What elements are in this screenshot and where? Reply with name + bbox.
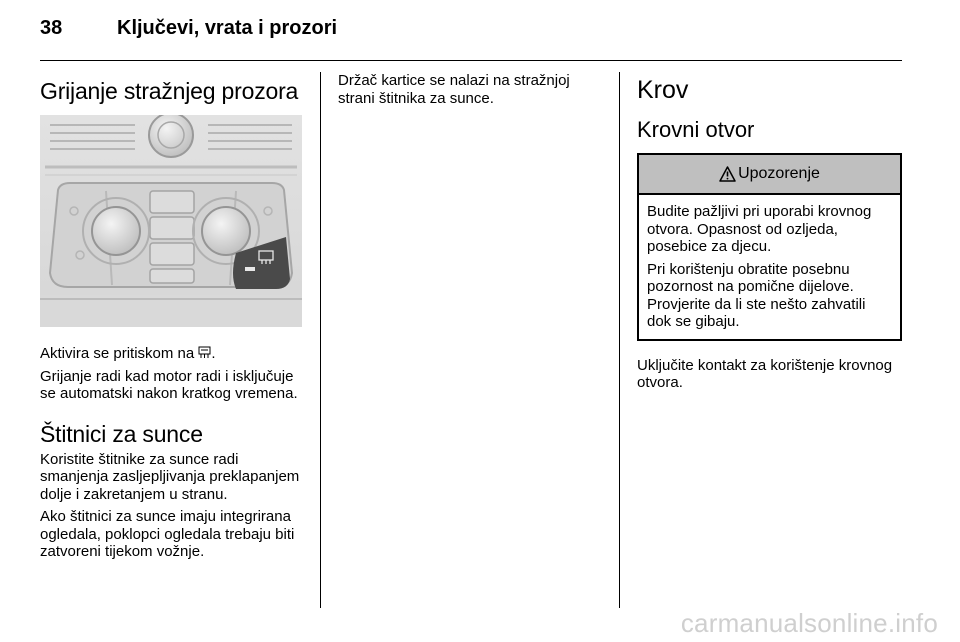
rear-window-heating-icon [198, 346, 211, 359]
column-middle [338, 72, 600, 112]
sun-visors-text-2: Ako štitnici za sunce imaju integrirana ogledala, poklopci ogledala trebaju biti zatvoreni tijekom vožnje. [40, 508, 295, 560]
column-divider-left [320, 72, 321, 608]
ignition-text: Uključite kontakt za korištenje krovnog otvora. [637, 356, 893, 391]
column-left [40, 72, 305, 566]
warning-body [639, 195, 900, 339]
sunroof-title: Krovni otvor [637, 117, 755, 142]
sun-visors-text-1: Koristite štitnike za sunce radi smanjenja zasljepljivanja preklapanjem dolje i zakretanjem u stranu. [40, 450, 300, 503]
roof-title: Krov [637, 76, 689, 104]
warning-label: Upozorenje [738, 165, 820, 182]
page-header-title: Ključevi, vrata i prozori [117, 17, 338, 39]
sun-visors-title: Štitnici za sunce [40, 420, 203, 447]
watermark: carmanualsonline.info [680, 608, 938, 638]
warning-triangle-icon [719, 166, 736, 182]
header-rule [40, 60, 902, 61]
column-divider-right [619, 72, 620, 608]
rear-window-heating-title: Grijanje stražnjeg prozora [40, 78, 299, 104]
warning-box [637, 153, 902, 341]
card-holder-text: Držač kartice se nalazi na stražnjoj strani štitnika za sunce. [338, 72, 570, 107]
heating-text: Grijanje radi kad motor radi i isključuje se automatski nakon kratkog vremena. [40, 367, 298, 402]
page-number: 38 [40, 17, 63, 39]
activate-text: Aktivira se pritiskom na . [40, 345, 216, 362]
column-right [637, 72, 902, 397]
warning-text-2: Pri korištenju obratite posebnu pozornost na pomične dijelove. Provjerite da li ste nešto zahvatili dok se gibaju. [647, 260, 866, 330]
climate-control-panel-illustration [40, 115, 302, 327]
warning-text-1: Budite pažljivi pri uporabi krovnog otvora. Opasnost od ozljeda, posebice za djecu. [647, 203, 872, 255]
warning-header [639, 155, 900, 195]
